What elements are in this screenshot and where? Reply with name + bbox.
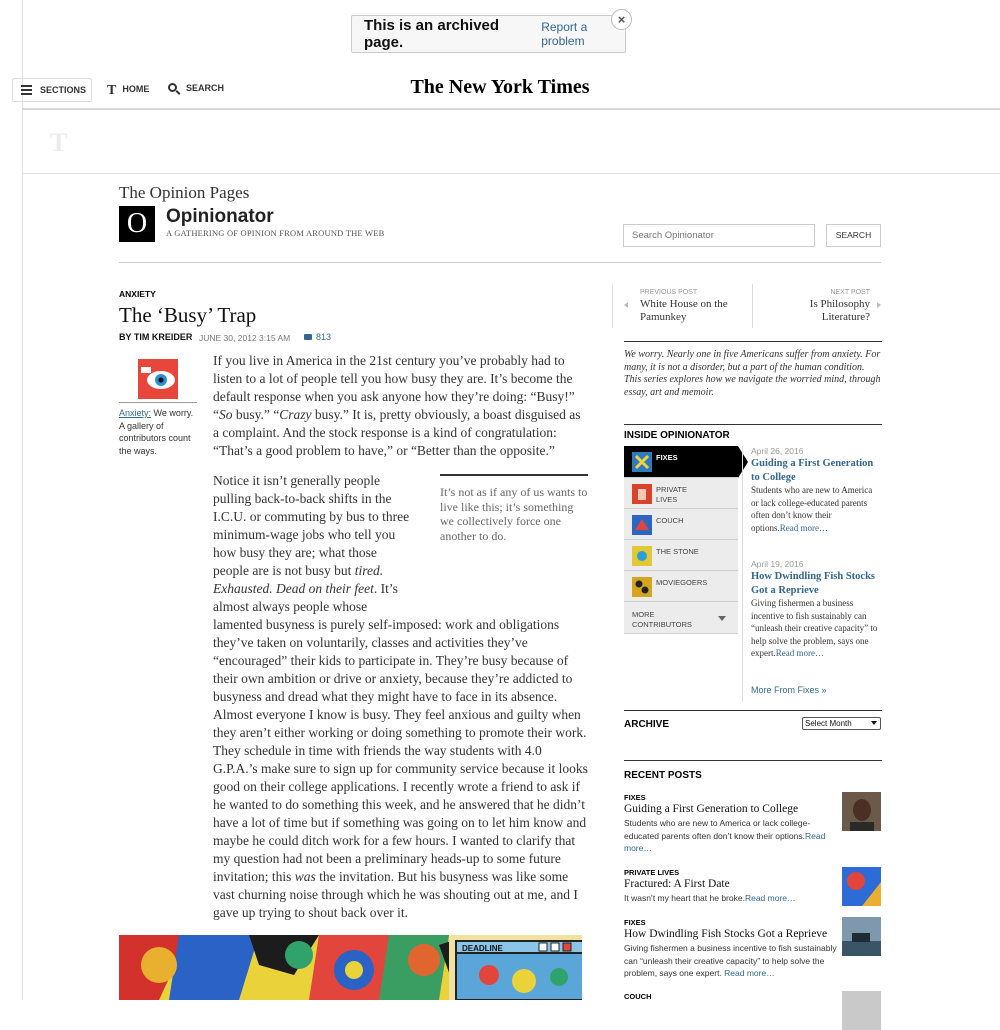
recent-kicker[interactable]: FIXES: [624, 793, 646, 802]
masthead: [0, 70, 1000, 110]
article-date: JUNE 30, 2012 3:15 AM: [199, 333, 291, 343]
contributor-tabs: [624, 446, 738, 634]
post-navigation: [612, 284, 882, 328]
series-rule: [119, 402, 197, 403]
article-byline[interactable]: BY TIM KREIDER: [119, 332, 193, 342]
home-link[interactable]: [107, 83, 149, 99]
feed-title-link[interactable]: How Dwindling Fish Stocks Got a Reprieve: [751, 571, 875, 596]
nyt-t-placeholder-icon: T: [50, 128, 68, 157]
recent-title-link[interactable]: How Dwindling Fish Stocks Got a Reprieve: [624, 928, 828, 940]
close-icon[interactable]: ×: [611, 9, 632, 30]
recent-summary: Students who are new to America or lack college-educated parents often don’t know their options.Read more…: [624, 818, 826, 853]
private-lives-icon: [632, 484, 652, 504]
recent-summary: It wasn’t my heart that he broke.Read more…: [624, 893, 796, 903]
tab-label: COUCH: [656, 516, 684, 525]
tab-moviegoers[interactable]: [624, 571, 738, 602]
recent-post: [624, 793, 839, 855]
pull-quote: It’s not as if any of us wants to live like this; it’s something we collectively force one another to do.: [440, 474, 588, 543]
series-description: [119, 407, 197, 457]
tab-the-stone[interactable]: [624, 540, 738, 571]
series-text: We worry. A gallery of contributors count the ways.: [119, 408, 194, 456]
article-paragraph-1: If you live in America in the 21st century you’ve probably had to listen to a lot of people tell you how busy they are. It’s become the default response when you ask anyone how they’re doing: “Busy!” “So busy.” “Crazy busy.” It is, pretty obviously, a boast disguised as a complaint. And the stock response is a kind of congratulation: “That’s a good problem to have,” or “Better than the opposite.”: [213, 353, 581, 458]
feed-summary: Students who are new to America or lack college-educated parents often don’t know their options.Read more…: [751, 485, 873, 533]
recent-post: [624, 868, 839, 905]
blog-search-input[interactable]: [623, 224, 815, 247]
recent-post-thumbnail[interactable]: [842, 991, 881, 1030]
sidebar-rule: [624, 341, 882, 342]
next-post-label: NEXT POST: [830, 289, 870, 296]
anxiety-eye-icon[interactable]: [138, 359, 178, 399]
couch-icon: [632, 515, 652, 535]
blog-search-button[interactable]: SEARCH: [826, 224, 881, 247]
previous-post-label: PREVIOUS POST: [640, 289, 698, 296]
comment-count: 813: [316, 332, 332, 342]
opinionator-logo-icon[interactable]: O: [119, 206, 155, 242]
tab-label: FIXES: [656, 453, 678, 462]
blog-tagline: A GATHERING OF OPINION FROM AROUND THE WEB: [166, 228, 385, 238]
illustration-graphic: [119, 935, 582, 1000]
article-headline: The ‘Busy’ Trap: [119, 303, 257, 327]
nyt-logo[interactable]: The New York Times: [410, 76, 590, 98]
feed-title-link[interactable]: Guiding a First Generation to College: [751, 458, 874, 483]
recent-summary: Giving fishermen a business incentive to fish sustainably can “unleash their creative capacity” to help solve the problem, says one expert. Read more…: [624, 943, 837, 978]
sidebar-rule: [624, 710, 882, 711]
recent-post-thumbnail[interactable]: [842, 917, 881, 956]
recent-title-link[interactable]: Fractured: A First Date: [624, 878, 730, 890]
recent-post-thumbnail[interactable]: [842, 867, 881, 906]
comment-bubble-icon: [304, 334, 312, 340]
feed-date: April 19, 2016: [751, 559, 804, 569]
tab-label: THE STONE: [656, 547, 699, 556]
comments-link[interactable]: [304, 332, 331, 342]
recent-kicker[interactable]: COUCH: [624, 992, 652, 1001]
report-problem-link[interactable]: Report a problem: [541, 20, 588, 48]
article-paragraph-3: Almost everyone I know is busy. They feel anxious and guilty when they aren’t either working or doing something to promote their work. They schedule in time with friends the way students with 4.0 G.P.A.’s make sure to sign up for community service because it looks good on their college applications. I recently wrote a friend to ask if he wanted to do something this week, and he answered that he didn’t have a lot of time but if something was going on to let him know and maybe he could ditch work for a few hours. I wanted to clarify that my question had not been a preliminary heads-up to some future invitation; this was the invitation. But his busyness was like some vast churning noise through which he was shouting out at me, and I gave up trying to shout back over it.: [213, 707, 588, 920]
series-link[interactable]: Anxiety:: [119, 408, 152, 418]
archive-select-value: Select Month: [805, 719, 852, 728]
recent-kicker[interactable]: PRIVATE LIVES: [624, 868, 680, 877]
the-stone-icon: [632, 546, 652, 566]
series-intro: We worry. Nearly one in five Americans suffer from anxiety. For many, it is not a disorder, but a part of the human condition. This series explores how we navigate the worried mind, through essay, art and memoir.: [624, 349, 881, 399]
search-icon: [168, 83, 177, 92]
recent-title-link[interactable]: Guiding a First Generation to College: [624, 803, 799, 815]
tabs-divider: [742, 446, 743, 702]
blog-title[interactable]: Opinionator: [166, 206, 274, 227]
recent-post-thumbnail[interactable]: [842, 792, 881, 831]
tab-private-lives[interactable]: [624, 478, 738, 509]
fixes-icon: [632, 452, 652, 472]
hamburger-icon: [21, 83, 32, 97]
chevron-down-icon: [871, 721, 877, 725]
archive-banner: [351, 15, 626, 53]
read-more-link[interactable]: Read more…: [624, 830, 826, 853]
moviegoers-icon: [632, 577, 652, 597]
sidebar-rule: [624, 760, 882, 761]
more-contributors-dropdown[interactable]: [624, 602, 738, 634]
recent-post: [624, 918, 839, 980]
read-more-link[interactable]: Read more…: [775, 648, 824, 658]
previous-post-link[interactable]: White House on the Pamunkey: [640, 298, 728, 323]
read-more-link[interactable]: Read more…: [779, 522, 828, 533]
tab-label: MOVIEGOERS: [656, 578, 708, 587]
deadline-label: DEADLINE: [462, 944, 503, 953]
feed-item: [751, 446, 879, 534]
archive-title: ARCHIVE: [624, 719, 670, 730]
search-label: SEARCH: [186, 83, 225, 93]
home-label: HOME: [122, 84, 150, 94]
sections-label: SECTIONS: [40, 85, 87, 95]
recent-posts-title: RECENT POSTS: [624, 770, 702, 781]
feed-date: April 26, 2016: [751, 446, 804, 456]
sidebar-rule: [624, 424, 882, 425]
inside-opinionator-title: INSIDE OPINIONATOR: [624, 430, 730, 441]
next-post-link[interactable]: Is Philosophy Literature?: [809, 298, 870, 323]
article-illustration[interactable]: [119, 935, 582, 1000]
chevron-down-icon: [718, 616, 726, 621]
archive-month-select[interactable]: [802, 717, 881, 730]
feed-summary: Giving fishermen a business incentive to fish sustainably can “unleash their creative capacity” to help solve the problem, says one expert.Read more…: [751, 598, 878, 658]
previous-arrow-icon: [624, 302, 628, 308]
sections-button[interactable]: [12, 78, 92, 102]
read-more-link[interactable]: Read more…: [724, 968, 775, 978]
archive-message: This is an archived page.: [364, 17, 500, 51]
ad-strip: [22, 110, 1000, 174]
recent-kicker[interactable]: FIXES: [624, 918, 646, 927]
article-kicker[interactable]: ANXIETY: [119, 289, 156, 299]
tab-couch[interactable]: [624, 509, 738, 540]
tab-label: MORE CONTRIBUTORS: [632, 610, 692, 629]
search-link[interactable]: [168, 83, 224, 93]
next-arrow-icon: [877, 302, 881, 308]
header-rule: [119, 262, 881, 263]
read-more-link[interactable]: Read more…: [744, 893, 796, 903]
tab-label: PRIVATE LIVES: [656, 485, 687, 504]
article-paragraph-2: Notice it isn’t generally people pulling back-to-back shifts in the I.C.U. or commuting by bus to three minimum-wage jobs who tell you how busy they are; what those people are is not busy but tired. Exhausted. Dead on their feet. It’s almost always people whose lamented busyness is purely self-imposed: work and obligations they’ve taken on voluntarily, classes and activities they’ve “encouraged” their kids to participate in. They’re busy because of their own ambition or drive or anxiety, because they’re addicted to busyness and dread what they might have to face in its absence.: [213, 473, 573, 704]
feed-item: [751, 559, 879, 660]
more-from-fixes-link[interactable]: More From Fixes »: [751, 685, 827, 695]
nyt-t-icon: T: [107, 83, 117, 98]
tab-fixes[interactable]: [624, 446, 738, 478]
opinion-pages-label[interactable]: The Opinion Pages: [119, 183, 250, 202]
